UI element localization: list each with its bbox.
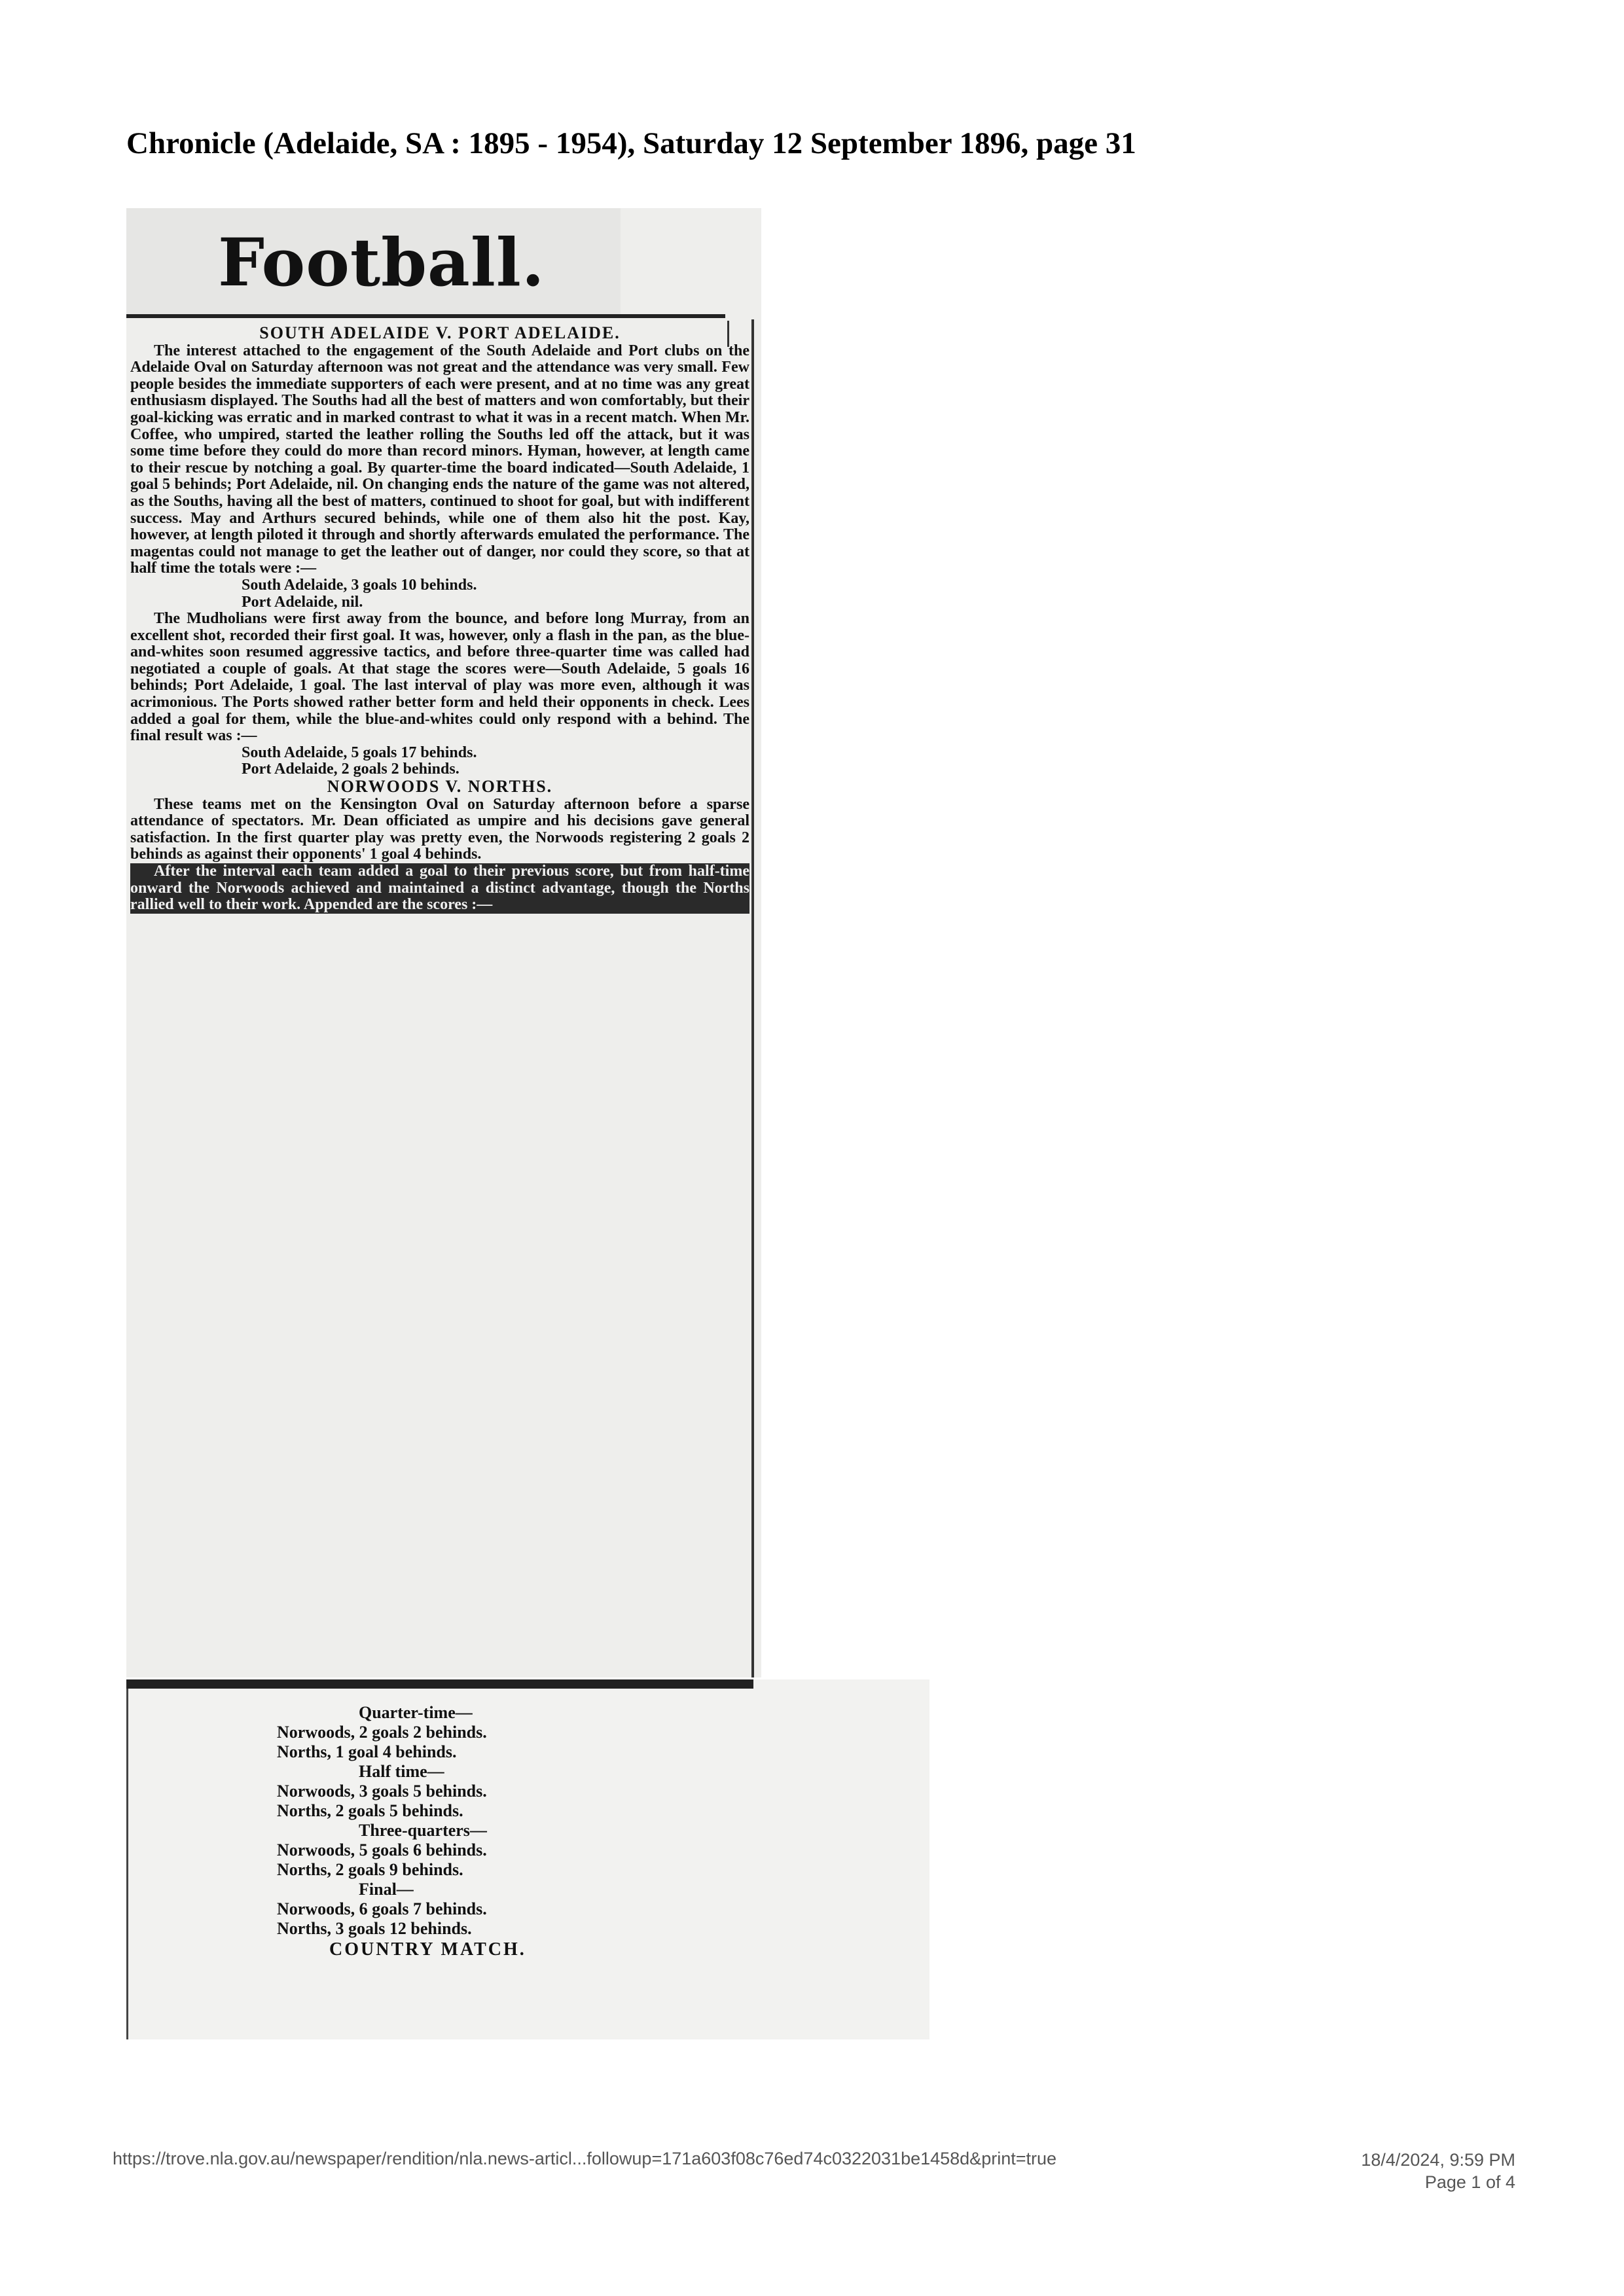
score-line: Norwoods, 3 goals 5 behinds.: [277, 1782, 487, 1801]
score-line: Norwoods, 6 goals 7 behinds.: [277, 1899, 487, 1918]
paragraph: The Mudholians were first away from the bounce, and before long Murray, from an excellent shot, recorded their first goal. It was, however, only a flash in the pan, as the blue-and-whites soon resumed aggressive tactics, and before three-quarter time was called had negotiated a couple of goals. At that stage the scores were—South Adelaide, 5 goals 16 behinds; Port Adelaide, 1 goal. The last interval of play was more even, although it was acrimonious. The Ports showed rather better form and held their opponents in check. Lees added a goal for them, while the blue-and-whites could only respond with a behind. The final result was :—: [130, 610, 749, 745]
paragraph: These teams met on the Kensington Oval on Saturday afternoon before a sparse attendance of spectators. Mr. Dean officiated as umpire and his decisions gave general satisfaction. In the first quarter play was pretty even, the Norwoods registering 2 goals 2 behinds as against their opponents' 1 goal 4 behinds.: [130, 795, 749, 863]
score-line: South Adelaide, 3 goals 10 behinds.: [242, 576, 477, 594]
footer-datetime: 18/4/2024, 9:59 PM: [1361, 2150, 1515, 2170]
masthead-rule: [126, 314, 725, 318]
section-heading-south-port: SOUTH ADELAIDE V. PORT ADELAIDE.: [259, 323, 621, 342]
score-period-label: Three-quarters—: [359, 1821, 487, 1840]
score-period-label: Final—: [359, 1880, 414, 1899]
footer-page-number: Page 1 of 4: [1424, 2172, 1515, 2192]
masthead: [126, 208, 621, 314]
page-title: Chronicle (Adelaide, SA : 1895 - 1954), Saturday 12 September 1896, page 31: [126, 126, 1136, 160]
score-line: South Adelaide, 5 goals 17 behinds.: [242, 744, 477, 761]
score-line: Port Adelaide, nil.: [242, 593, 363, 611]
paragraph-dark: After the interval each team added a goal to their previous score, but from half-time onward the Norwoods achieved and maintained a distinct advantage, though the Norths rallied well to their work. Appended are the scores :—: [130, 863, 749, 914]
clipping-edge: [126, 1689, 128, 2039]
footer-info: [1361, 2149, 1515, 2193]
scores-list: [277, 1703, 735, 1960]
masthead-title: Football.: [218, 224, 545, 301]
article-clipping: [126, 208, 761, 1677]
score-line: Norths, 2 goals 9 behinds.: [277, 1860, 463, 1879]
score-period-label: Quarter-time—: [359, 1703, 473, 1722]
footer-url: https://trove.nla.gov.au/newspaper/rendition/nla.news-articl...followup=171a603f08c76ed74c0322031be1458d&print=true: [113, 2149, 1057, 2168]
score-line: Norwoods, 2 goals 2 behinds.: [277, 1723, 487, 1742]
section-heading-country-match: COUNTRY MATCH.: [329, 1939, 526, 1960]
column-rule: [751, 319, 754, 1677]
score-line: Norths, 1 goal 4 behinds.: [277, 1742, 457, 1761]
score-period-label: Half time—: [359, 1762, 444, 1781]
paragraph: The interest attached to the engagement of the South Adelaide and Port clubs on the Adelaide Oval on Saturday afternoon was not great and the attendance was very small. Few people besides the immediate supporters of each were present, and at no time was any great enthusiasm displayed. The Souths had all the best of matters and won comfortably, but their goal-kicking was erratic and in marked contrast to what it was in a recent match. When Mr. Coffee, who umpired, started the leather rolling the Souths led off the attack, but it was some time before they could do more than record minors. Hyman, however, at length came to their rescue by notching a goal. By quarter-time the board indicated—South Adelaide, 1 goal 5 behinds; Port Adelaide, nil. On changing ends the nature of the game was not altered, as the Souths, having all the best of matters, continued to shoot for goal, but with indifferent success. May and Arthurs secured behinds, while one of them also hit the post. Kay, however, at length piloted it through and shortly afterwards emulated the performance. The magentas could not manage to get the leather out of danger, nor could they score, so that at half time the totals were :—: [130, 342, 749, 577]
score-line: Norwoods, 5 goals 6 behinds.: [277, 1840, 487, 1859]
score-line: Norths, 2 goals 5 behinds.: [277, 1801, 463, 1820]
section-heading-norwoods-norths: NORWOODS V. NORTHS.: [327, 777, 553, 797]
article-column: [130, 325, 749, 914]
clipping-rule: [126, 1679, 753, 1689]
score-line: Norths, 3 goals 12 behinds.: [277, 1919, 472, 1938]
scores-clipping: [126, 1679, 929, 2039]
score-line: Port Adelaide, 2 goals 2 behinds.: [242, 761, 460, 778]
